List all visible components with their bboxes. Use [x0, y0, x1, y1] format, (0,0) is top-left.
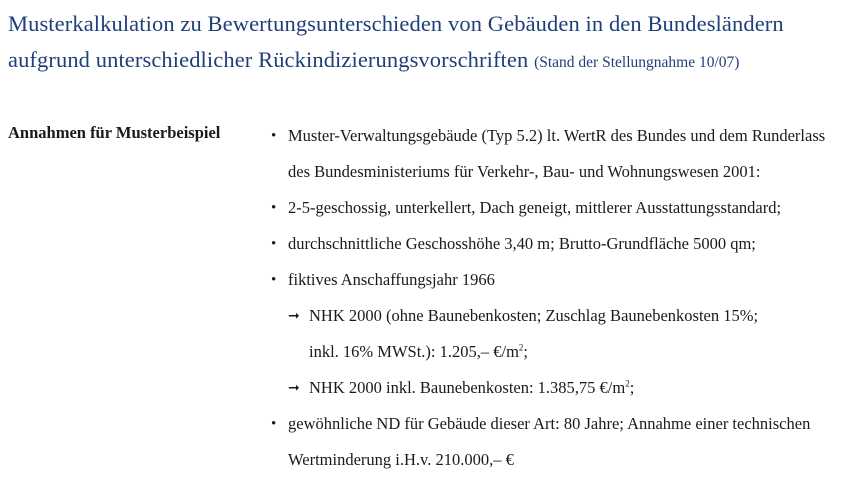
- punctuation: ;: [629, 378, 635, 397]
- bullet-icon: •: [271, 128, 277, 144]
- title-line-2: [8, 42, 858, 81]
- list-item: [268, 406, 863, 442]
- punctuation: ;: [523, 342, 529, 361]
- bullet-icon: •: [271, 272, 277, 288]
- bullet-icon: •: [271, 200, 277, 216]
- list-item-text: des Bundesministeriums für Verkehr-, Bau- und Wohnungswesen 2001:: [288, 162, 761, 181]
- sub-item-text: NHK 2000 (ohne Baunebenkosten; Zuschlag Baunebenkosten 15%;: [309, 306, 759, 325]
- list-item-text: gewöhnliche ND für Gebäude dieser Art: 80 Jahre; Annahme einer technischen: [288, 414, 811, 433]
- sub-item-text: [309, 334, 528, 370]
- list-item-text: Wertminderung i.H.v. 210.000,– €: [288, 450, 514, 469]
- list-item-text: fiktives Anschaffungsjahr 1966: [288, 270, 495, 289]
- arrow-right-icon: ➞: [288, 308, 300, 324]
- list-item-continuation: [268, 154, 863, 190]
- unit-exponent: 2: [518, 342, 524, 353]
- list-item-text: durchschnittliche Geschosshöhe 3,40 m; Brutto-Grundfläche 5000 qm;: [288, 234, 756, 253]
- list-item-text: 2-5-geschossig, unterkellert, Dach geneigt, mittlerer Ausstattungsstandard;: [288, 198, 782, 217]
- section-label: Annahmen für Musterbeispiel: [8, 123, 221, 142]
- list-item: [268, 190, 863, 226]
- arrow-right-icon: ➞: [288, 380, 300, 396]
- bullet-icon: •: [271, 236, 277, 252]
- bullet-icon: •: [271, 416, 277, 432]
- list-item: [268, 226, 863, 262]
- price-text: inkl. 16% MWSt.): 1.205,– €/m: [309, 342, 519, 361]
- title-line-2-text: aufgrund unterschiedlicher Rückindizierungsvorschriften: [8, 47, 529, 72]
- page-title: [8, 6, 858, 81]
- title-status-note: (Stand der Stellungnahme 10/07): [534, 54, 740, 71]
- assumptions-list: [268, 118, 863, 478]
- unit-exponent: 2: [625, 378, 630, 389]
- sub-item: [268, 370, 863, 406]
- list-item: [268, 262, 863, 298]
- sub-item: [268, 298, 863, 334]
- sub-item-text: [309, 370, 634, 406]
- title-line-1: Musterkalkulation zu Bewertungsunterschieden von Gebäuden in den Bundesländern: [8, 11, 784, 36]
- sub-item-continuation: [268, 334, 863, 370]
- list-item: [268, 118, 863, 154]
- price-text: NHK 2000 inkl. Baunebenkosten: 1.385,75 €/m: [309, 378, 626, 397]
- list-item-text: Muster-Verwaltungsgebäude (Typ 5.2) lt. WertR des Bundes und dem Runderlass: [288, 126, 826, 145]
